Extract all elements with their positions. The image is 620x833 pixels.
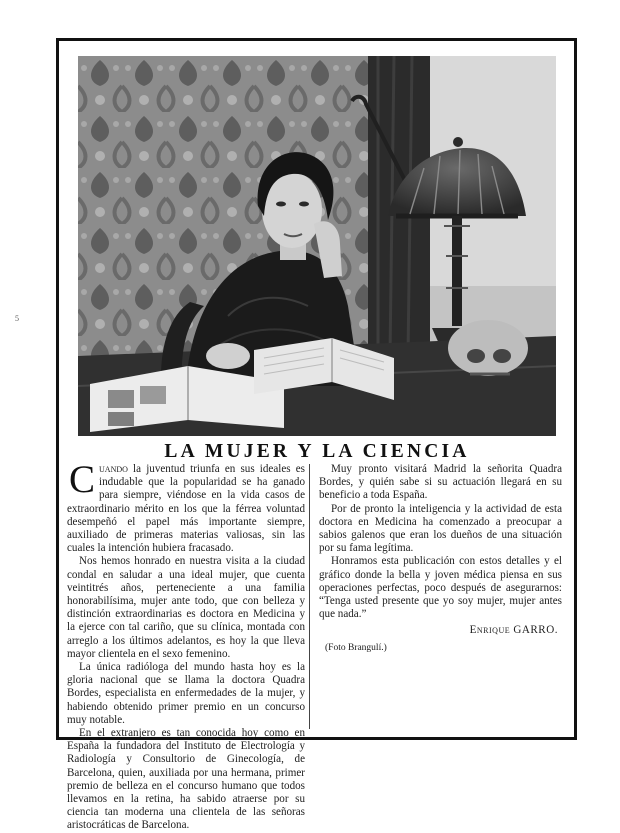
article-headline: LA MUJER Y LA CIENCIA <box>164 441 470 462</box>
author-signature: Enrique GARRO. <box>469 624 558 637</box>
page-margin-mark: 5 <box>15 314 19 323</box>
drop-cap: C <box>69 458 96 501</box>
article-frame <box>56 38 577 832</box>
article-paragraph-3: La única radióloga del mundo hasta hoy es la gloria nacional que se llama la doctora Quadra Bordes, especialista en enfermedades de la mujer, y habiendo obtenido primer premio en un concurso muy notable. <box>67 661 305 726</box>
article-paragraph-1 <box>67 458 305 555</box>
column-divider <box>309 464 310 729</box>
article-column-left <box>67 458 305 832</box>
opening-smallcaps: uando <box>99 463 128 475</box>
article-column-right <box>319 463 562 655</box>
photo-credit: (Foto Brangulí.) <box>325 642 387 653</box>
article-paragraph-4: En el extranjero es tan conocida hoy como en España la fundadora del Instituto de Electrología y Radiología y Consultorio de Ginecología, de Barcelona, quien, auxiliada por una hermana, primer premio de belleza en el concurso humano que todos llevamos en la retina, ha sabido atraerse por su ciencia tan moderna una clientela de las señoras aristocráticas de Barcelona. <box>67 727 305 832</box>
article-photo <box>78 56 556 436</box>
article-paragraph-7: Honramos esta publicación con estos detalles y el gráfico donde la bella y joven médica piensa en sus operaciones perfectas, poco después de asegurarnos: “Tenga usted presente que yo soy mujer, mujer antes que nada.” <box>319 555 562 621</box>
article-paragraph-6: Por de pronto la inteligencia y la actividad de esta doctora en Medicina ha comenzado a preocupar a sabios galenos que eran los dueños de una situación por su fama legítima. <box>319 502 562 555</box>
article-paragraph-5: Muy pronto visitará Madrid la señorita Quadra Bordes, y quién sabe si su actuación llegará en su beneficio a toda España. <box>319 463 562 502</box>
article-paragraph-2: Nos hemos honrado en nuestra visita a la ciudad condal en saludar a una ideal mujer, que cuenta veintitrés años, perteneciente a una familia honorabilísima, mujer ante todo, que con belleza y distinción extraordinarias es doctora en Medicina y la ejerce con tal cariño, que su clínica, montada con arreglo a los últimos adelantos, es hoy la que lleva mayor clientela en el sexo femenino. <box>67 555 305 660</box>
paragraph-1-text: la juventud triunfa en sus ideales es indudable que la popularidad se ha ganado para siempre, viéndose en la vida casos de extraordinario mérito en los que la férrea voluntad desempeñó el papel más importante siempre, auxiliado de primeras materias valiosas, sin las cuales la intención hubiera fracasado. <box>67 463 305 555</box>
photo-illustration <box>78 56 556 436</box>
